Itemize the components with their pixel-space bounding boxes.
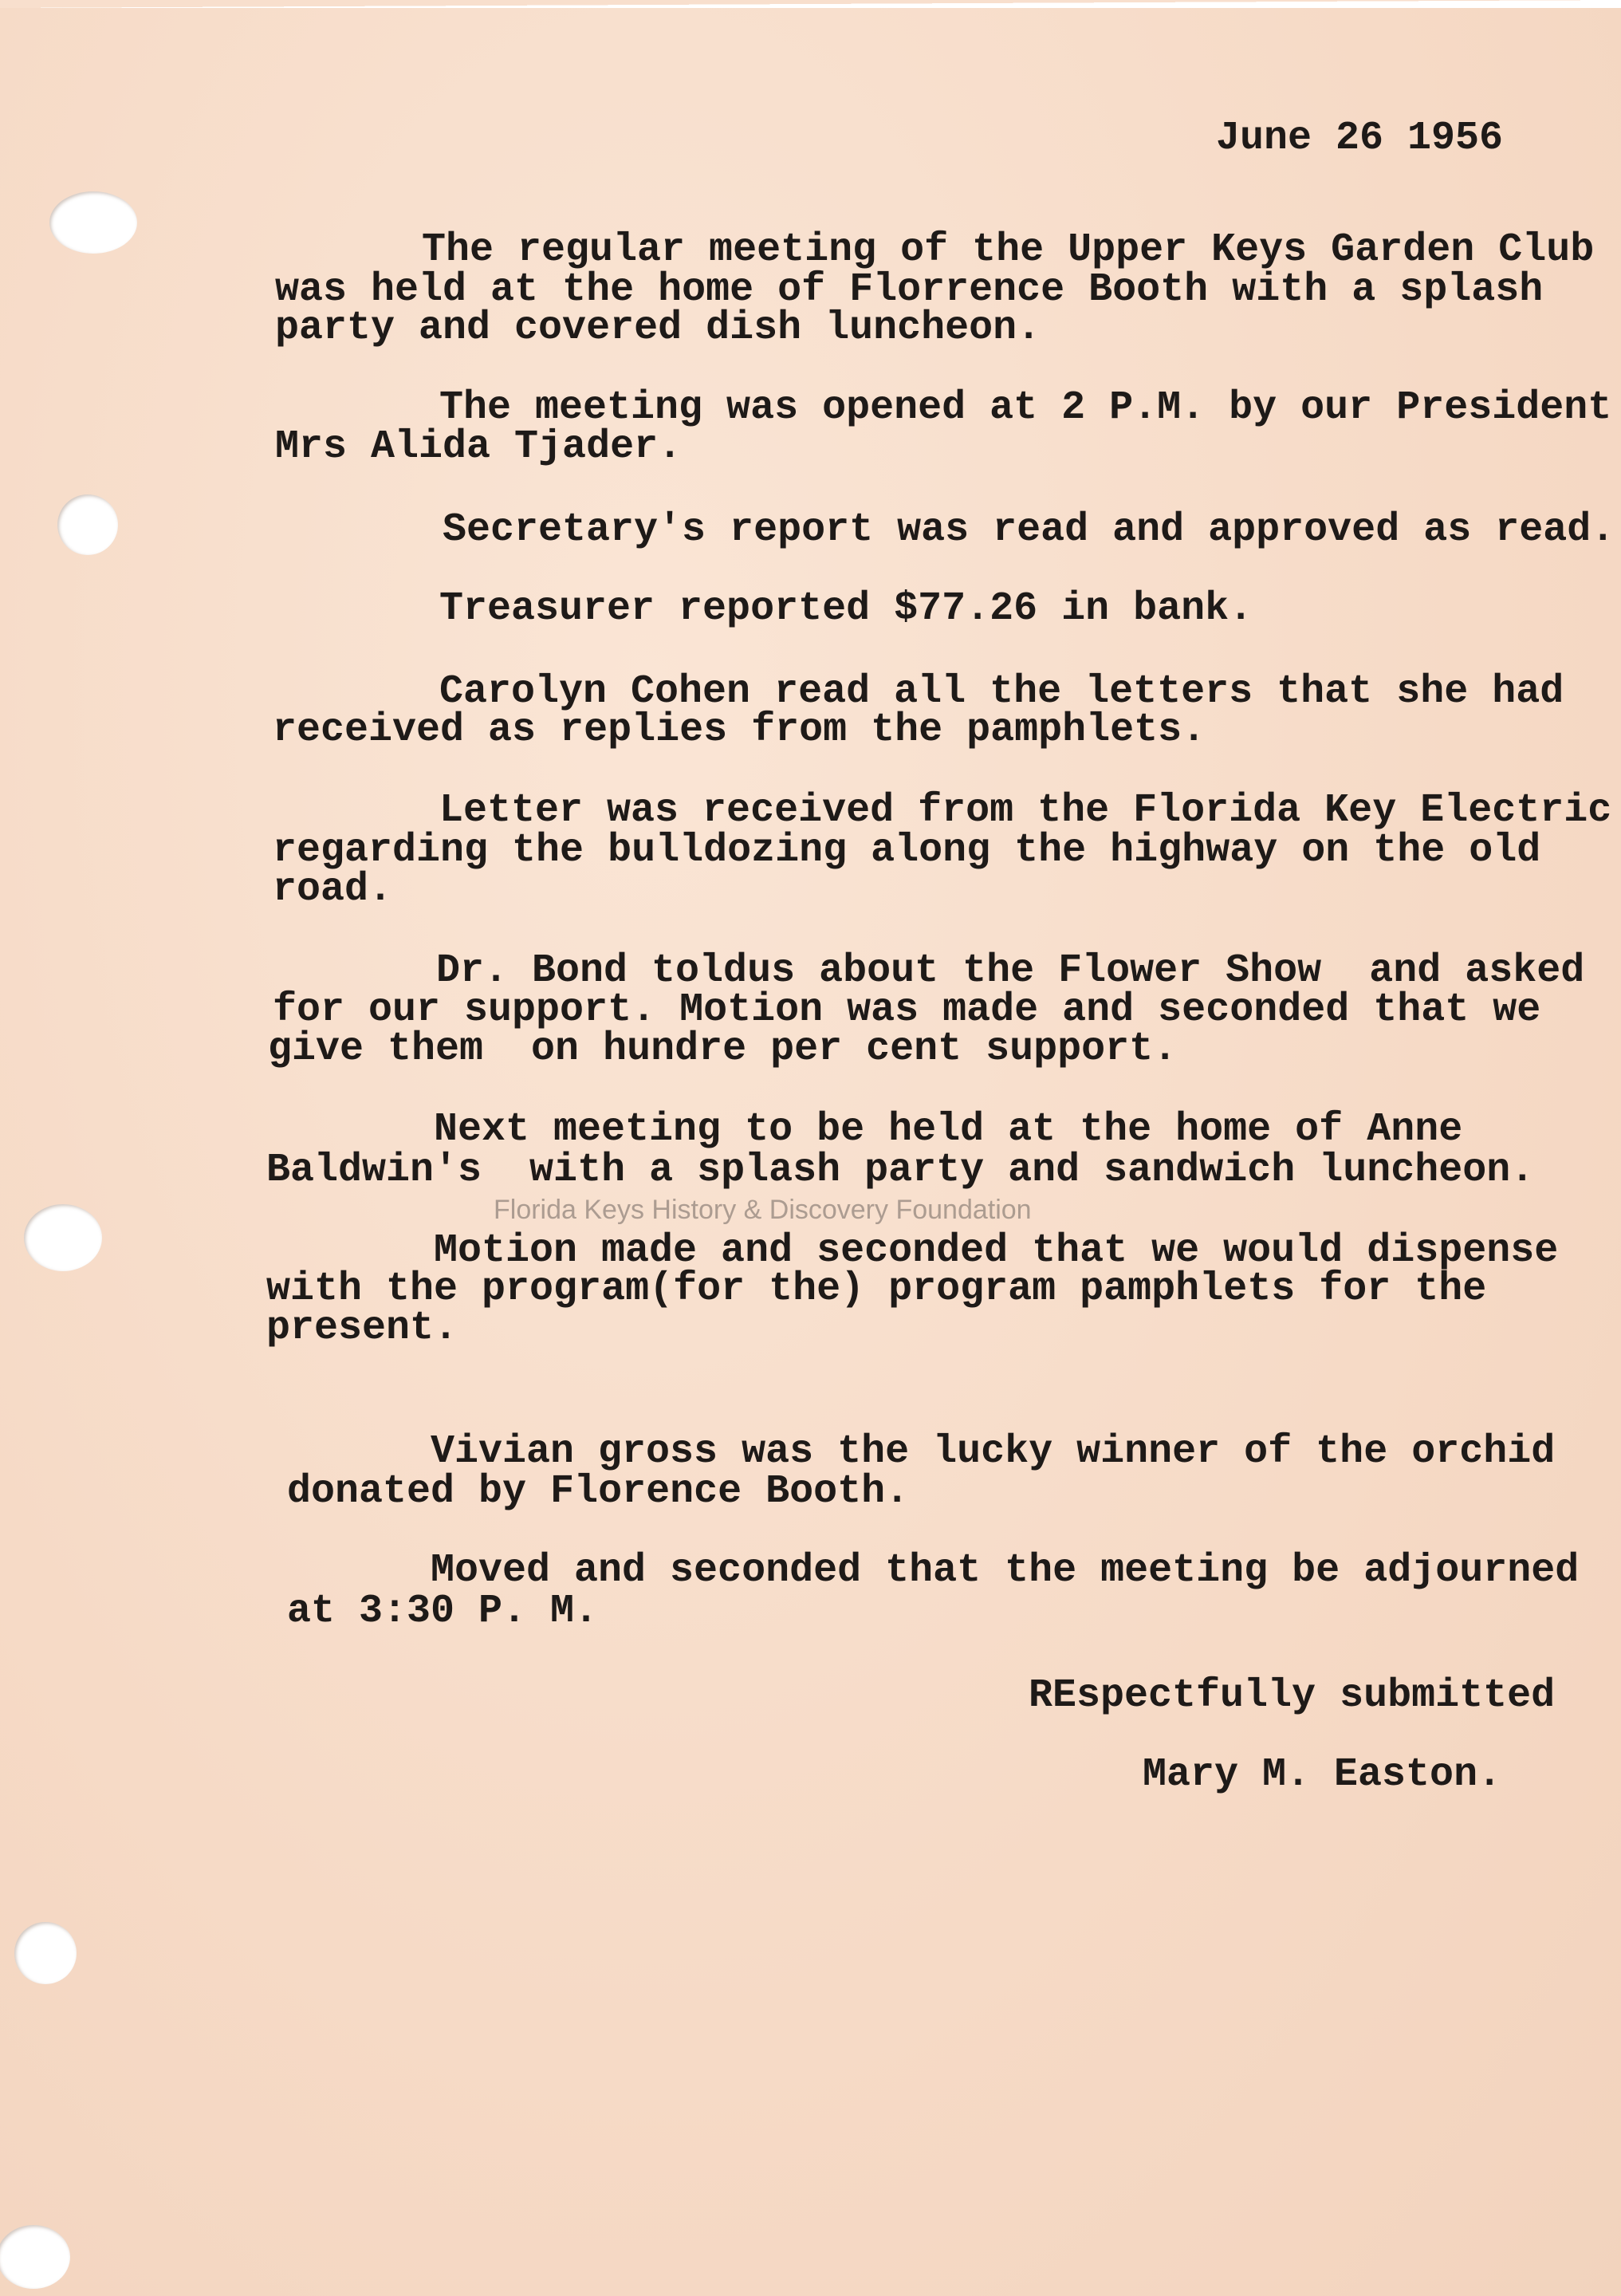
- date: June 26 1956: [1216, 116, 1504, 161]
- text-line: give them on hundre per cent support.: [268, 1026, 1178, 1072]
- text-line: for our support. Motion was made and seconded that we: [273, 987, 1541, 1033]
- text-line: Letter was received from the Florida Key Electric: [439, 788, 1612, 833]
- watermark: Florida Keys History & Discovery Foundation: [494, 1195, 1032, 1225]
- text-line: with the program(for the) program pamphlets for the: [266, 1266, 1487, 1312]
- text-line: Dr. Bond toldus about the Flower Show and asked: [436, 948, 1585, 994]
- text-line: at 3:30 P. M.: [287, 1589, 599, 1634]
- text-line: Next meeting to be held at the home of Anne: [434, 1107, 1463, 1152]
- punch-hole: [14, 1922, 77, 1984]
- text-line: Motion made and seconded that we would dispense: [434, 1228, 1559, 1274]
- closing: REspectfully submitted: [1029, 1673, 1556, 1719]
- paper-top-edge: [0, 0, 1621, 8]
- text-line: regarding the bulldozing along the highway on the old: [273, 828, 1541, 873]
- text-line: road.: [273, 867, 393, 912]
- text-line: was held at the home of Florrence Booth with a splash: [275, 267, 1544, 313]
- punch-hole: [0, 2225, 70, 2289]
- text-line: The regular meeting of the Upper Keys Garden Club: [422, 227, 1595, 273]
- punch-hole: [24, 1204, 102, 1271]
- text-line: Mrs Alida Tjader.: [275, 424, 683, 470]
- text-line: party and covered dish luncheon.: [275, 305, 1041, 351]
- punch-hole: [49, 191, 137, 254]
- text-line: The meeting was opened at 2 P.M. by our President: [439, 385, 1612, 431]
- text-line: present.: [266, 1306, 458, 1351]
- paragraph-secretary-report: Secretary's report was read and approved as read.: [443, 507, 1615, 553]
- text-line: donated by Florence Booth.: [287, 1469, 910, 1514]
- text-line: received as replies from the pamphlets.: [273, 707, 1206, 753]
- text-line: Baldwin's with a splash party and sandwich luncheon.: [266, 1148, 1535, 1193]
- signature: Mary M. Easton.: [1143, 1752, 1502, 1798]
- punch-hole: [57, 494, 118, 555]
- text-line: Moved and seconded that the meeting be adjourned: [431, 1548, 1580, 1593]
- text-line: Vivian gross was the lucky winner of the orchid: [431, 1429, 1556, 1475]
- text-line: Carolyn Cohen read all the letters that she had: [439, 669, 1564, 715]
- paragraph-treasurer-report: Treasurer reported $77.26 in bank.: [439, 586, 1253, 632]
